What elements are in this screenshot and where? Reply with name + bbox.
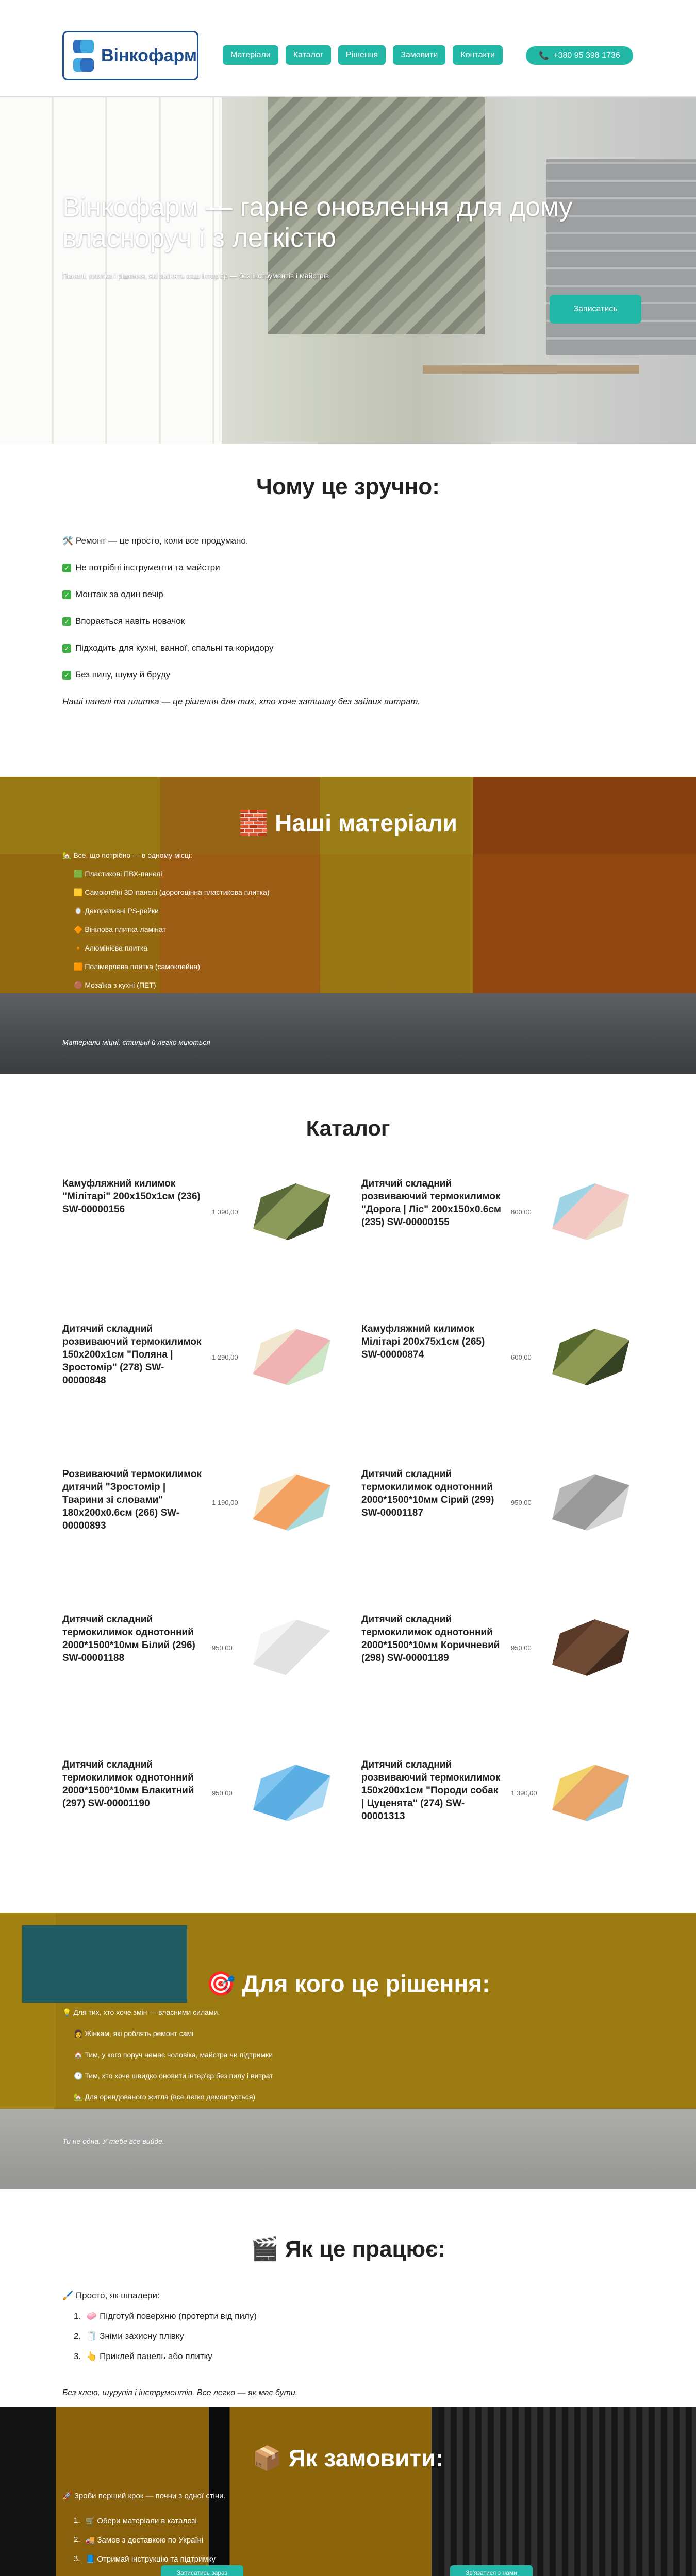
product-price: 950,00 [212, 1644, 233, 1652]
check-icon: ✓ [62, 590, 71, 599]
forwho-title: 🎯 Для кого це рішення: [206, 1970, 490, 1997]
step-number: 1. [74, 2516, 80, 2525]
hero-bg-cabinets [0, 97, 222, 444]
hero-subtitle: Панелі, плитка і рішення, які змінять ваш інтер'єр — без інструментів і майстрів [62, 272, 329, 280]
how-step: 2. 🧻 Зніми захисну плівку [74, 2331, 184, 2341]
product-name[interactable]: Дитячий складний розвиваючий термокилимок 150х200х1см "Породи собак | Цуценята" (274) SW-00001313 [361, 1759, 501, 1822]
hero-bg-stone-wall [546, 159, 696, 355]
catalog-title: Каталог [306, 1116, 390, 1140]
product-price: 1 290,00 [212, 1353, 238, 1361]
product-name[interactable]: Дитячий складний термокилимок однотонний 2000*1500*10мм Сірий (299) SW-00001187 [361, 1469, 494, 1518]
how-step: 3. 👆 Приклей панель або плитку [74, 2351, 212, 2361]
product-image[interactable] [552, 1619, 629, 1676]
header-phone-link[interactable] [526, 46, 633, 65]
how-title: 🎬 Як це працює: [250, 2236, 446, 2262]
product-price: 600,00 [511, 1353, 532, 1361]
product-price: 950,00 [511, 1499, 532, 1506]
product-price: 950,00 [212, 1789, 233, 1797]
product-name[interactable]: Дитячий складний термокилимок однотонний 2000*1500*10мм Коричневий (298) SW-00001189 [361, 1614, 500, 1664]
product-card[interactable] [62, 1758, 361, 1882]
hero-cta-button[interactable]: Записатись [550, 295, 641, 324]
product-name[interactable]: Дитячий складний розвиваючий термокилимок "Дорога | Ліс" 200х150х0.6см (235) SW-00000155 [361, 1178, 501, 1228]
forwho-item: 👩 Жінкам, які роблять ремонт самі [74, 2029, 194, 2038]
nav-item-solutions[interactable]: Рішення [338, 45, 386, 65]
product-card[interactable] [361, 1613, 660, 1737]
why-intro: 🛠️ Ремонт — це просто, коли все продумано. [62, 536, 248, 546]
why-item: ✓ Впорається навіть новачок [62, 616, 420, 626]
product-image[interactable] [253, 1765, 330, 1821]
nav-item-order[interactable]: Замовити [393, 45, 445, 65]
materials-item: 🟨 Самоклеїні 3D-панелі (дорогоцінна пластикова плитка) [74, 888, 270, 896]
materials-list [62, 851, 270, 999]
check-icon: ✓ [62, 617, 71, 626]
product-card[interactable] [361, 1177, 660, 1301]
order-step: 2. 🚚 Замов з доставкою по Україні [74, 2535, 204, 2545]
why-item: ✓ Монтаж за один вечір [62, 589, 420, 600]
product-card[interactable] [62, 1468, 361, 1591]
hero-section [0, 97, 696, 444]
forwho-list [62, 2008, 273, 2114]
materials-intro: 🏡 Все, що потрібно — в одному місці: [62, 851, 192, 859]
nav-item-contacts[interactable]: Контакти [453, 45, 503, 65]
why-item: ✓ Без пилу, шуму й бруду [62, 670, 420, 680]
product-name[interactable]: Дитячий складний термокилимок однотонний 2000*1500*10мм Блакитний (297) SW-00001190 [62, 1759, 194, 1809]
product-image[interactable] [552, 1474, 629, 1531]
logo-mark-icon [73, 40, 94, 72]
forwho-note: Ти не одна. У тебе все вийде. [62, 2137, 164, 2145]
why-list [62, 536, 420, 723]
logo[interactable] [62, 31, 198, 80]
materials-note: Матеріали міцні, стильні й легко миються [62, 1038, 210, 1046]
step-number: 2. [74, 2331, 81, 2341]
product-card[interactable] [62, 1613, 361, 1737]
why-item: ✓ Підходить для кухні, ванної, спальні та коридору [62, 643, 420, 653]
forwho-intro: 💡 Для тих, хто хоче змін — власними силами. [62, 2008, 220, 2016]
hero-bg-table [423, 365, 639, 374]
product-card[interactable] [361, 1468, 660, 1591]
order-step: 1. 🛒 Обери матеріали в каталозі [74, 2516, 197, 2526]
check-icon: ✓ [62, 564, 71, 572]
step-number: 3. [74, 2351, 81, 2361]
forwho-item: 🏠 Тим, у кого поруч немає чоловіка, майстра чи підтримки [74, 2050, 273, 2059]
product-card[interactable] [361, 1323, 660, 1446]
why-item: ✓ Не потрібні інструменти та майстри [62, 563, 420, 573]
step-number: 1. [74, 2311, 81, 2321]
product-image[interactable] [253, 1474, 330, 1531]
materials-item: 🟩 Пластикові ПВХ-панелі [74, 870, 162, 878]
product-price: 800,00 [511, 1208, 532, 1216]
phone-icon: 📞 [539, 52, 550, 60]
order-title: 📦 Як замовити: [252, 2445, 444, 2471]
product-name[interactable]: Дитячий складний розвиваючий термокилимок 150х200х1см "Поляна | Зростомір" (278) SW-00000848 [62, 1324, 202, 1386]
product-name[interactable]: Дитячий складний термокилимок однотонний 2000*1500*10мм Білий (296) SW-00001188 [62, 1614, 195, 1664]
order-step: 3. 📘 Отримай інструкцію та підтримку [74, 2554, 216, 2564]
product-card[interactable] [361, 1758, 660, 1882]
hero-title: Вінкофарм — гарне оновлення для дому власноруч і з легкістю [62, 192, 573, 253]
order-signup-button[interactable]: Записатись зараз [161, 2565, 243, 2576]
forwho-item: 🕐 Тим, хто хоче швидко оновити інтер'єр без пилу і витрат [74, 2072, 273, 2080]
logo-text: Вінкофарм [101, 45, 197, 65]
materials-title: 🧱 Наші матеріали [239, 809, 457, 836]
product-name[interactable]: Розвиваючий термокилимок дитячий "Зростомір | Тварини зі словами" 180х200х0.6см (266) SW-00000893 [62, 1469, 202, 1531]
product-price: 1 190,00 [212, 1499, 238, 1506]
product-image[interactable] [253, 1329, 330, 1385]
nav-item-materials[interactable]: Матеріали [223, 45, 278, 65]
order-contact-button[interactable]: Зв'язатися з нами [450, 2565, 533, 2576]
step-number: 3. [74, 2554, 80, 2563]
product-price: 1 390,00 [511, 1789, 537, 1797]
how-note: Без клею, шурупів і інструментів. Все легко — як має бути. [62, 2388, 298, 2397]
check-icon: ✓ [62, 671, 71, 680]
header-phone-number: +380 95 398 1736 [553, 51, 620, 60]
product-name[interactable]: Камуфляжний килимок "Мілітарі" 200х150х1см (236) SW-00000156 [62, 1178, 201, 1215]
materials-item: 🪞 Декоративні PS-рейки [74, 907, 159, 915]
product-image[interactable] [552, 1329, 629, 1385]
site-header [0, 0, 696, 97]
nav-item-catalog[interactable]: Каталог [286, 45, 331, 65]
how-steps [74, 2311, 257, 2371]
materials-item: 🟧 Полімерлева плитка (самоклейна) [74, 962, 200, 971]
product-image[interactable] [253, 1619, 330, 1676]
why-note: Наші панелі та плитка — це рішення для тих, хто хоче затишку без зайвих витрат. [62, 697, 420, 706]
product-card[interactable] [62, 1177, 361, 1301]
forwho-item: 🏡 Для орендованого житла (все легко демонтується) [74, 2093, 256, 2101]
step-number: 2. [74, 2535, 80, 2544]
why-title: Чому це зручно: [256, 474, 440, 499]
product-price: 950,00 [511, 1644, 532, 1652]
order-intro: 🚀 Зроби перший крок — почни з одної стіни. [62, 2492, 226, 2500]
product-name[interactable]: Камуфляжний килимок Мілітарі 200х75х1см (265) SW-00000874 [361, 1324, 485, 1360]
how-step: 1. 🧼 Підготуй поверхню (протерти від пилу) [74, 2311, 257, 2321]
materials-item: 🟤 Мозаїка з кухні (ПЕТ) [74, 981, 156, 989]
product-image[interactable] [253, 1183, 330, 1240]
materials-item: 🔸 Алюмінієва плитка [74, 944, 148, 952]
product-price: 1 390,00 [212, 1208, 238, 1216]
how-intro: 🖌️ Просто, як шпалери: [62, 2291, 160, 2300]
main-nav [223, 45, 503, 65]
product-image[interactable] [552, 1765, 629, 1821]
product-image[interactable] [552, 1183, 629, 1240]
product-card[interactable] [62, 1323, 361, 1446]
check-icon: ✓ [62, 644, 71, 653]
materials-item: 🔶 Вінілова плитка-ламінат [74, 925, 166, 934]
